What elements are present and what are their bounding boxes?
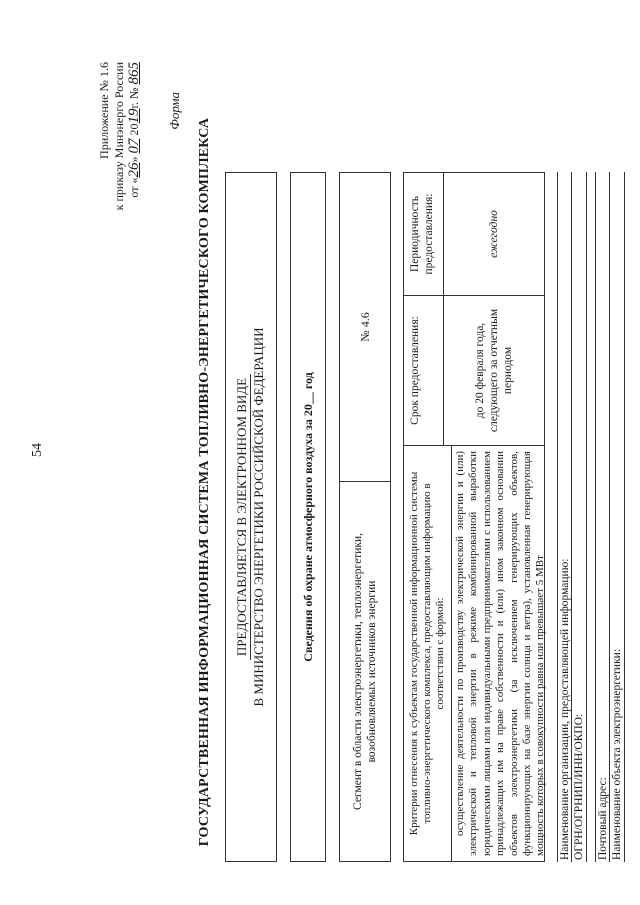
org-ids-row: ОГРН/ОГРНИП/ИНН/ОКПО: [572,172,587,862]
rotated-form-sheet [85,42,623,862]
criteria-table [403,172,545,862]
criteria-text: осуществление деятельности по производству электрической энергии и (или) электрической и тепловой энергии в режиме комбинированной выработки юридическими лицами или индивидуальными предпринимателями с использованием принадлежащих им на праве собственности и (или) ином законном основании объектов электроэнергетики (за исключением генерирующих объектов, функционирующих на базе энергии солнца и ветра), установленная генерирующая мощность которых в совокупности равна или превышает 5 МВт [454,451,547,856]
appendix-number: Приложение № 1.6 [97,62,111,159]
order-reference: к приказу Минэнерго России [112,62,126,211]
organization-info [557,172,625,862]
term-header: Срок предоставления: [404,296,444,445]
ministry-line-1: ПРЕДОСТАВЛЯЕТСЯ В ЭЛЕКТРОННОМ ВИДЕ [234,374,251,660]
segment-label: Сегмент в области электроэнергетики, теплоэнергетики, возобновляемых источников энергии [340,481,390,861]
period-value: ежегодно [488,210,500,258]
order-number: 865 [126,62,142,85]
term-value: до 20 февраля года, следующего за отчетным периодом [474,308,514,433]
period-column [404,173,544,295]
info-title-box [290,172,326,862]
order-month: 07 [126,138,142,154]
form-number: № 4.6 [357,312,372,342]
main-title: ГОСУДАРСТВЕННАЯ ИНФОРМАЦИОННАЯ СИСТЕМА ТОПЛИВНО-ЭНЕРГЕТИЧЕСКОГО КОМПЛЕКСА [197,117,212,847]
order-date-number: от «26» 07 2019г. № 865 [126,62,142,198]
facility-name-row: Наименование объекта электроэнергетики: [610,172,625,862]
form-label: Форма [167,92,182,130]
org-name-row: Наименование организации, предоставляющей информацию: [557,172,572,862]
order-year: 19 [126,108,142,124]
postal-address-row: Почтовый адрес: [595,172,610,862]
order-day: 26 [126,162,142,178]
criteria-header: Критерии отнесения к субъектам государственной информационной системы топливно-энергетического комплекса, предоставляющим информацию в соответствии с формой: [404,446,452,861]
ministry-box [225,172,277,862]
approval-stamp [97,62,142,272]
period-header: Периодичность предоставления: [404,173,444,295]
ministry-line-2: В МИНИСТЕРСТВО ЭНЕРГЕТИКИ РОССИЙСКОЙ ФЕДЕРАЦИИ [251,327,266,707]
criteria-column [404,445,547,861]
segment-box [339,172,391,862]
info-title: Сведения об охране атмосферного воздуха за 20__ год [300,372,315,662]
term-column [404,295,544,445]
page-number: 54 [30,443,45,457]
